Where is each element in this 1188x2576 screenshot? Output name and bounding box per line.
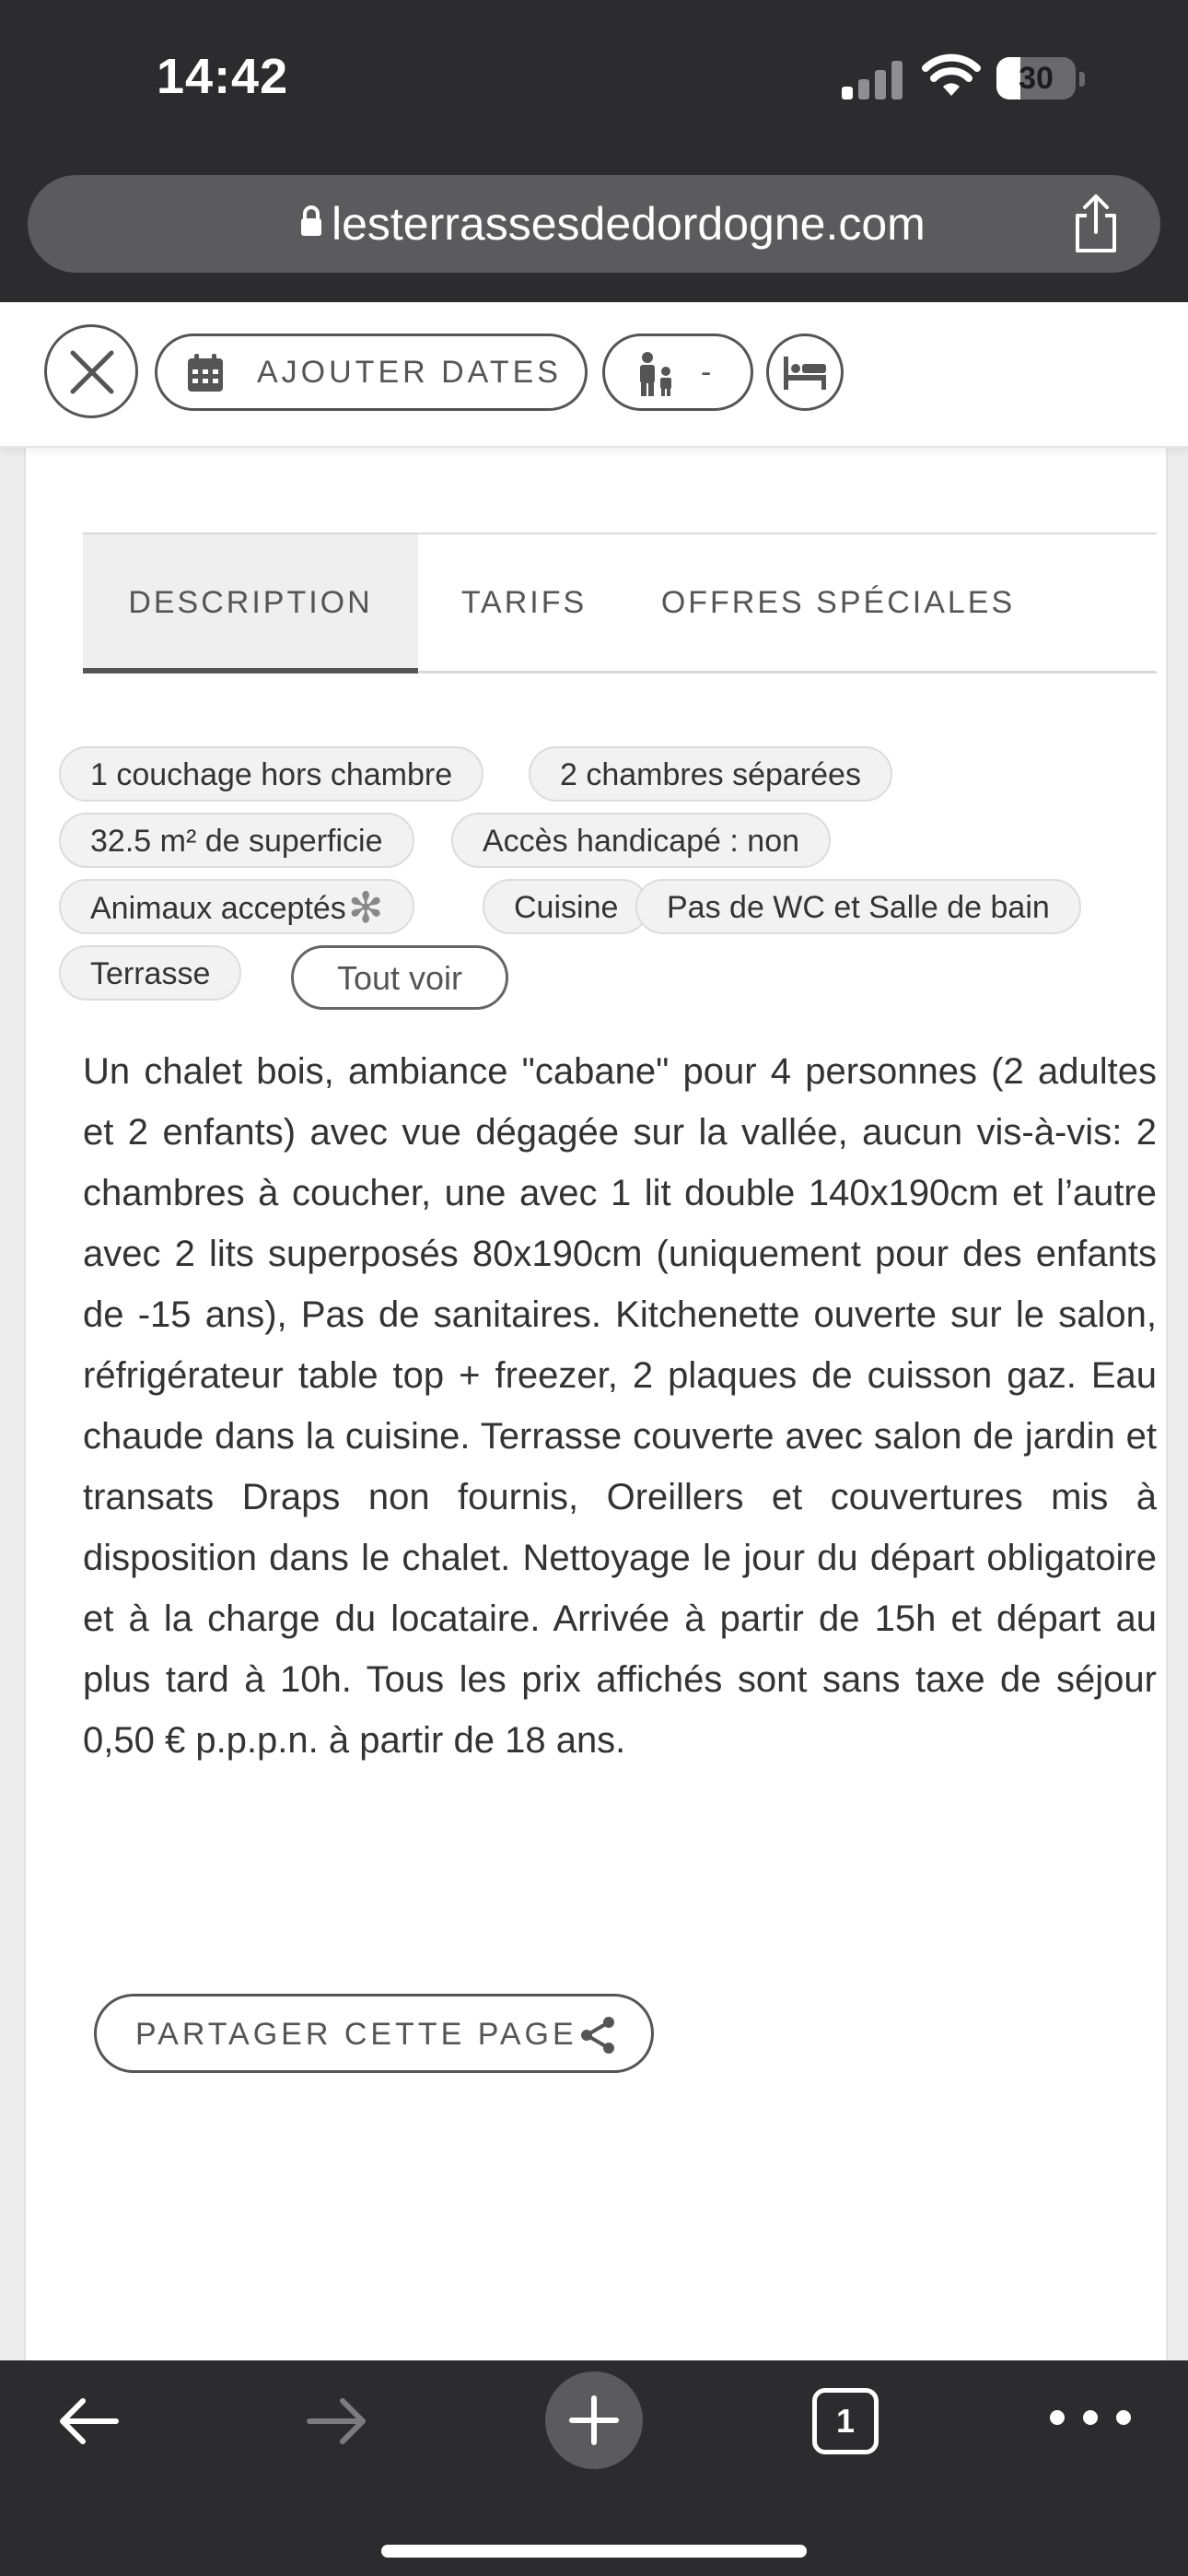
new-tab-button[interactable] [545,2371,643,2469]
share-page-label: PARTAGER CETTE PAGE [135,2017,577,2052]
tab-description[interactable]: DESCRIPTION [83,534,418,673]
more-icon[interactable] [1046,2406,1135,2429]
tabs-button[interactable] [812,2388,879,2454]
close-icon [69,349,115,395]
description-text: Un chalet bois, ambiance "cabane" pour 4 personnes (2 adultes et 2 enfants) avec vue dégagée sur la vallée, aucun vis-à-vis: 2 chambres à coucher, une avec 1 lit double 140x190cm et l’autre avec 2 lits superposés 80x190cm (uniquement pour des enfants de -15 ans), Pas de sanitaires. Kitchenette ouverte sur le salon, réfrigérateur table top + freezer, 2 plaques de cuisson gaz. Eau chaude dans la cuisine. Terrasse couverte avec salon de jardin et transats Draps non fournis, Oreillers et couvertures mis à disposition dans le chalet. Nettoyage le jour du départ obligatoire et à la charge du locataire. Arrivée à partir de 15h et départ au plus tard à 10h. Tous les prix affichés sont sans taxe de séjour 0,50 € p.p.p.n. à partir de 18 ans. [83,1051,1157,1761]
guests-icon [636,351,677,397]
status-bar [0,0,1188,166]
address-bar[interactable] [28,175,1160,273]
feature-tag: 1 couchage hors chambre [59,746,483,802]
home-indicator [381,2545,807,2558]
close-button[interactable] [44,324,138,418]
feature-tag: 32.5 m² de superficie [59,813,414,868]
browser-toolbar [0,2360,1188,2576]
feature-tag: Terrasse [59,945,241,1001]
share-icon[interactable] [1068,193,1124,254]
add-dates-button[interactable] [155,334,588,411]
see-all-button[interactable]: Tout voir [291,945,508,1010]
status-time: 14:42 [157,49,289,104]
asterisk-icon: ✻ [347,884,384,931]
feature-tag: Pas de WC et Salle de bain [635,879,1081,934]
plus-icon [568,2395,620,2446]
property-card [24,302,1168,2360]
tab-tarifs[interactable]: TARIFS [460,585,588,620]
feature-tag-label: Animaux acceptés [90,891,346,926]
guests-value: - [701,355,712,390]
feature-tag: Cuisine [483,879,649,934]
guests-button[interactable] [602,334,753,411]
back-arrow-icon[interactable] [55,2394,122,2449]
share-page-button[interactable] [94,1994,654,2073]
tabs-count: 1 [835,2402,856,2440]
booking-toolbar [0,302,1188,448]
bed-icon [782,355,828,392]
add-dates-label: AJOUTER DATES [257,355,562,390]
feature-tag: 2 chambres séparées [529,746,892,802]
calendar-icon [185,353,226,393]
battery-level: 30 [1019,61,1054,96]
battery-icon [996,57,1085,101]
bedrooms-button[interactable] [766,334,844,411]
url-text: lesterrassesdedordogne.com [332,198,926,250]
tab-bar [83,533,1157,673]
wifi-icon [921,53,982,100]
tab-offres-speciales[interactable]: OFFRES SPÉCIALES [660,585,1016,620]
share-nodes-icon [577,2015,618,2055]
page-viewport[interactable] [0,302,1188,2360]
cellular-signal-icon [840,59,904,100]
feature-tag: Accès handicapé : non [451,813,831,868]
feature-tag [59,879,414,934]
forward-arrow-icon[interactable] [304,2394,370,2449]
lock-icon [300,205,322,237]
